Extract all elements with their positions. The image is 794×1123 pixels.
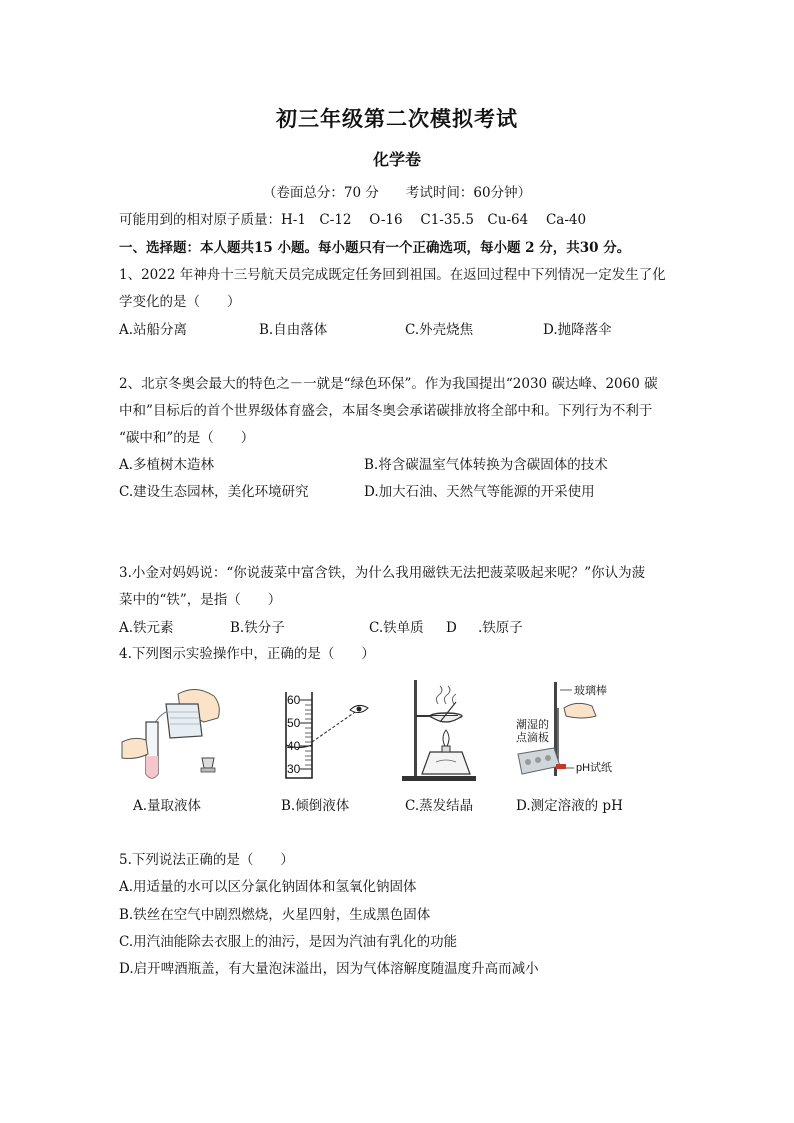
label-ph-paper: pH试纸 xyxy=(576,762,613,774)
exam-title: 初三年级第二次模拟考试 xyxy=(276,106,518,131)
cylinder-tick-60: 60 xyxy=(287,693,301,707)
question-3-text-line2: 菜中的“铁”，是指（ ） xyxy=(119,592,282,608)
question-1-option-b: B.自由落体 xyxy=(259,322,328,338)
figure-d-ph-test xyxy=(514,678,634,788)
question-2-text-line2: 中和”目标后的首个世界级体育盛会，本届冬奥会承诺碳排放将全部中和。下列行为不利于 xyxy=(119,403,653,419)
question-4-option-d: D.测定溶液的 pH xyxy=(516,798,623,814)
figure-c-evaporation xyxy=(400,676,480,786)
label-wet-2: 点滴板 xyxy=(516,732,549,744)
figure-b-cylinder xyxy=(278,690,373,782)
question-5-statement-b: B.铁丝在空气中剧烈燃烧，火星四射，生成黑色固体 xyxy=(119,907,431,923)
cylinder-tick-30: 30 xyxy=(287,762,301,776)
question-4-option-a: A.量取液体 xyxy=(133,798,202,814)
cylinder-tick-40: 40 xyxy=(287,739,301,753)
question-2-text-line1: 2、北京冬奥会最大的特色之－一就是“绿色环保”。作为我国提出“2030 碳达峰、2060 碳 xyxy=(119,376,658,392)
question-2-option-b: B.将含碳温室气体转换为含碳固体的技术 xyxy=(364,457,608,473)
question-2-text-line3: “碳中和”的是（ ） xyxy=(119,430,255,446)
question-4-option-b: B.倾倒液体 xyxy=(281,798,350,814)
question-1-option-a: A.站船分离 xyxy=(119,322,188,338)
question-2-option-a: A.多植树木造林 xyxy=(119,457,215,473)
question-5-statement-d: D.启开啤酒瓶盖，有大量泡沫溢出，因为气体溶解度随温度升高而减小 xyxy=(119,961,539,977)
question-5-text: 5.下列说法正确的是（ ） xyxy=(119,852,294,868)
question-1-text-line2: 学变化的是（ ） xyxy=(119,294,241,310)
question-1-option-d: D.抛降落伞 xyxy=(543,322,612,338)
question-3-option-d-text: .铁原子 xyxy=(478,620,523,636)
question-3-option-d-letter: D xyxy=(446,620,457,636)
question-4-option-c: C.蒸发结晶 xyxy=(405,798,474,814)
question-1-text-line1: 1、2022 年神舟十三号航天员完成既定任务回到祖国。在返回过程中下列情况一定发生了化 xyxy=(119,267,666,283)
question-1-option-c: C.外壳烧焦 xyxy=(405,322,474,338)
question-2-option-c: C.建设生态园林，美化环境研究 xyxy=(119,484,309,500)
question-5-statement-a: A.用适量的水可以区分氯化钠固体和氢氧化钠固体 xyxy=(119,879,417,895)
question-3-option-b: B.铁分子 xyxy=(230,620,285,636)
question-3-option-c: C.铁单质 xyxy=(369,620,424,636)
cylinder-tick-50: 50 xyxy=(287,716,301,730)
atomic-masses: 可能用到的相对原子质量：H-1 C-12 O-16 C1-35.5 Cu-64 Ca-40 xyxy=(119,212,587,228)
label-glass-rod: 玻璃棒 xyxy=(574,685,607,697)
question-3-text-line1: 3.小金对妈妈说：“你说菠菜中富含铁，为什么我用磁铁无法把菠菜吸起来呢？”你认为菠 xyxy=(119,565,646,581)
exam-info: （卷面总分：70 分 考试时间：60分钟） xyxy=(262,185,532,201)
question-5-statement-c: C.用汽油能除去衣服上的油污，是因为汽油有乳化的功能 xyxy=(119,934,458,950)
label-wet-1: 潮湿的 xyxy=(516,719,549,731)
section-heading: 一、选择题：本人题共15 小题。每小题只有一个正确选项，每小题 2 分，共30 分。 xyxy=(119,240,631,256)
exam-subtitle: 化学卷 xyxy=(372,150,421,169)
question-2-option-d: D.加大石油、天然气等能源的开采使用 xyxy=(364,484,595,500)
question-4-text: 4.下列图示实验操作中，正确的是（ ） xyxy=(119,646,375,662)
question-3-option-a-label: A.铁元素 xyxy=(119,620,174,636)
figure-a-pouring xyxy=(118,682,230,787)
